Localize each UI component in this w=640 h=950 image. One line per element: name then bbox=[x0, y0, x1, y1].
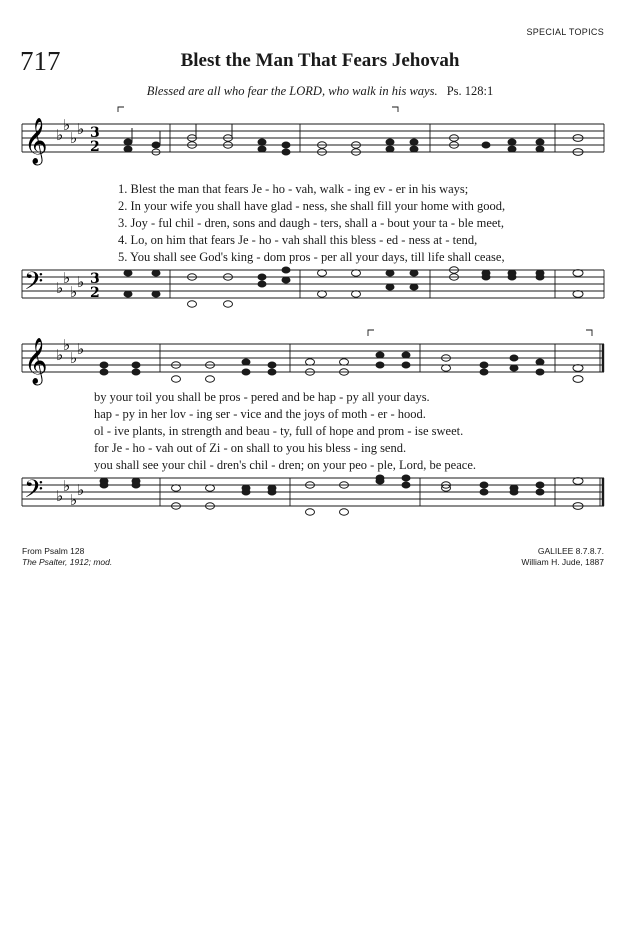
svg-text:♭: ♭ bbox=[70, 349, 78, 367]
section-tag: SPECIAL TOPICS bbox=[526, 27, 604, 37]
time-signature-numerator: 3 bbox=[90, 125, 100, 141]
svg-text:♭: ♭ bbox=[63, 477, 71, 495]
verse-line-5a: 5. You shall see God's king - dom pros - per all your days, till life shall cease, bbox=[118, 250, 505, 264]
scripture-quote: Blessed are all who fear the LORD, who walk in his ways. bbox=[146, 84, 438, 98]
key-signature-flats-icon bbox=[56, 269, 84, 301]
svg-text:♭: ♭ bbox=[63, 116, 71, 134]
verse-line-3a: 3. Joy - ful chil - dren, sons and daugh - ters, shall a - bout your ta - ble meet, bbox=[118, 216, 505, 230]
svg-text:♭: ♭ bbox=[77, 273, 85, 291]
tune-credits bbox=[521, 546, 604, 568]
notes-system-2-bass bbox=[100, 475, 583, 515]
system-1-bass-staff bbox=[0, 266, 640, 326]
bass-clef-icon: 𝄢 bbox=[24, 267, 44, 302]
svg-text:♭: ♭ bbox=[63, 336, 71, 354]
hymn-number: 717 bbox=[20, 46, 61, 76]
svg-text:♭: ♭ bbox=[56, 487, 64, 505]
hymn-title: Blest the Man That Fears Jehovah bbox=[180, 50, 460, 71]
notes-system-1-bass bbox=[124, 267, 583, 307]
text-source: From Psalm 128 bbox=[22, 546, 85, 556]
notes-system-1-treble bbox=[124, 124, 583, 155]
time-signature-denominator: 2 bbox=[90, 139, 100, 155]
svg-text:♭: ♭ bbox=[77, 340, 85, 358]
treble-clef-icon: 𝄞 bbox=[24, 118, 48, 164]
verse-line-1a: 1. Blest the man that fears Je - ho - vah, walk - ing ev - er in his ways; bbox=[118, 182, 469, 196]
key-signature-flats-icon bbox=[56, 336, 84, 367]
bass-clef-icon: 𝄢 bbox=[24, 475, 44, 510]
verse-line-3b: ol - ive plants, in strength and beau - ty, full of hope and prom - ise sweet. bbox=[94, 424, 464, 438]
system-1-treble-staff bbox=[0, 100, 640, 190]
key-signature-flats-icon bbox=[56, 477, 84, 509]
key-signature-flats-icon bbox=[56, 116, 84, 147]
text-version: The Psalter, 1912; mod. bbox=[22, 557, 113, 567]
scripture-reference: Ps. 128:1 bbox=[446, 84, 494, 98]
verse-line-1b: by your toil you shall be pros - pered and be hap - py all your days. bbox=[94, 390, 430, 404]
tune-name: GALILEE 8.7.8.7. bbox=[537, 546, 604, 556]
verse-line-4b: for Je - ho - vah out of Zi - on shall to you his bless - ing send. bbox=[94, 441, 407, 455]
verse-line-4a: 4. Lo, on him that fears Je - ho - vah shall this bless - ed - ness at - tend, bbox=[118, 233, 478, 247]
system-2-bass-staff bbox=[0, 474, 640, 534]
svg-text:♭: ♭ bbox=[63, 269, 71, 287]
svg-text:♭: ♭ bbox=[70, 491, 78, 509]
notes-system-2-treble bbox=[100, 352, 583, 382]
text-credits bbox=[22, 546, 112, 568]
svg-text:♭: ♭ bbox=[70, 129, 78, 147]
scripture-line bbox=[0, 84, 640, 99]
verse-line-2b: hap - py in her lov - ing ser - vice and the joys of moth - er - hood. bbox=[94, 407, 426, 421]
treble-clef-icon: 𝄞 bbox=[24, 338, 48, 384]
svg-text:♭: ♭ bbox=[56, 126, 64, 144]
composer: William H. Jude, 1887 bbox=[521, 557, 604, 567]
time-signature-numerator: 3 bbox=[90, 271, 100, 287]
verse-line-2a: 2. In your wife you shall have glad - ness, she shall fill your home with good, bbox=[118, 199, 506, 213]
svg-text:♭: ♭ bbox=[77, 120, 85, 138]
svg-text:♭: ♭ bbox=[56, 279, 64, 297]
time-signature-denominator: 2 bbox=[90, 285, 100, 301]
svg-text:♭: ♭ bbox=[70, 283, 78, 301]
svg-text:♭: ♭ bbox=[56, 346, 64, 364]
svg-text:♭: ♭ bbox=[77, 481, 85, 499]
verse-line-5b: you shall see your chil - dren's chil - dren; on your peo - ple, Lord, be peace. bbox=[94, 458, 476, 472]
